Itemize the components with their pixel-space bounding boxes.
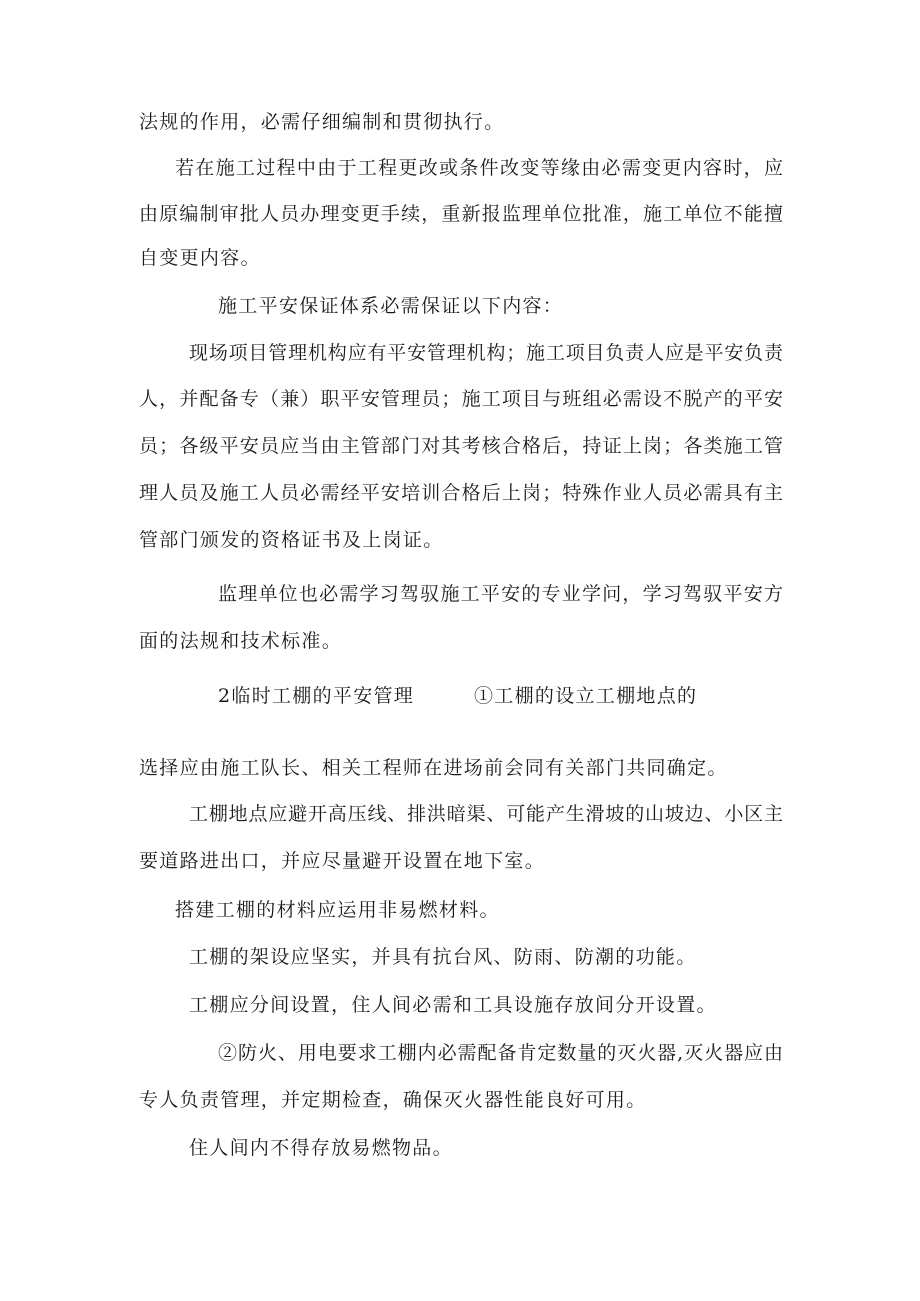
paragraph-line: 工棚地点应避开高压线、排洪暗渠、可能产生滑坡的山坡边、小区主 <box>189 803 783 825</box>
section-heading: 施工平安保证体系必需保证以下内容： <box>218 295 564 317</box>
paragraph-line: 监理单位也必需学习驾驭施工平安的专业学问，学习驾驭平安方 <box>218 583 783 605</box>
section-heading: 2临时工棚的平安管理 <box>218 685 415 707</box>
text-line: 要道路进出口，并应尽量避开设置在地下室。 <box>139 850 546 872</box>
paragraph-line: 现场项目管理机构应有平安管理机构；施工项目负责人应是平安负责 <box>189 342 783 364</box>
text-line: 工棚应分间设置，住人间必需和工具设施存放间分开设置。 <box>189 994 717 1016</box>
text-line: 搭建工棚的材料应运用非易燃材料。 <box>175 899 500 921</box>
text-line: 法规的作用，必需仔细编制和贯彻执行。 <box>139 111 505 133</box>
subsection-heading: ①工棚的设立工棚地点的 <box>474 685 698 707</box>
text-line: 自变更内容。 <box>139 247 261 269</box>
text-line: 面的法规和技术标准。 <box>139 630 343 652</box>
paragraph-line: 由原编制审批人员办理变更手续，重新报监理单位批准，施工单位不能擅 <box>139 203 783 225</box>
text-line: 选择应由施工队长、相关工程师在进场前会同有关部门共同确定。 <box>139 757 728 779</box>
text-line: 管部门颁发的资格证书及上岗证。 <box>139 529 444 551</box>
paragraph-line: 理人员及施工人员必需经平安培训合格后上岗；特殊作业人员必需具有主 <box>139 482 783 504</box>
paragraph-line: 若在施工过程中由于工程更改或条件改变等缘由必需变更内容时，应 <box>175 157 783 179</box>
paragraph-line: 人，并配备专（兼）职平安管理员；施工项目与班组必需设不脱产的平安 <box>139 388 783 410</box>
text-line: 住人间内不得存放易燃物品。 <box>189 1137 453 1159</box>
paragraph-line: ②防火、用电要求工棚内必需配备肯定数量的灭火器,灭火器应由 <box>218 1042 783 1064</box>
text-line: 专人负责管理，并定期检查，确保灭火器性能良好可用。 <box>139 1089 647 1111</box>
text-line: 工棚的架设应坚实，并具有抗台风、防雨、防潮的功能。 <box>189 946 697 968</box>
paragraph-line: 员；各级平安员应当由主管部门对其考核合格后，持证上岗；各类施工管 <box>139 435 783 457</box>
